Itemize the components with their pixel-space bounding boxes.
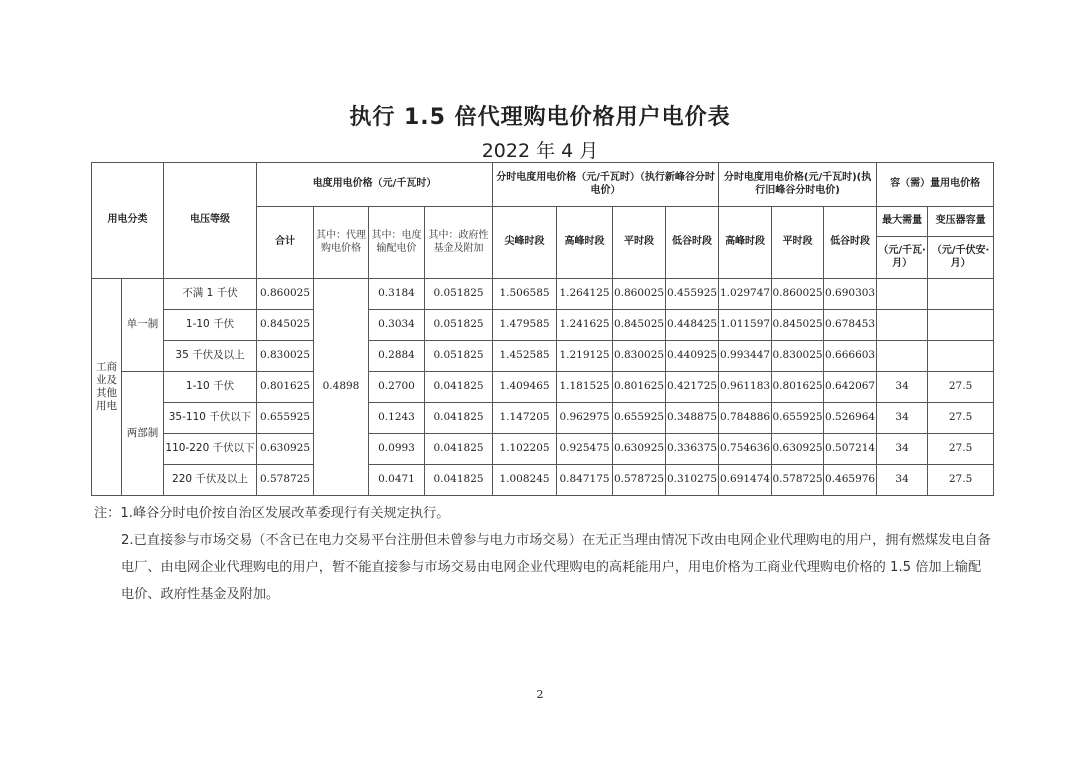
old-valley-cell: 0.465976 <box>824 465 877 496</box>
table-row <box>92 434 994 465</box>
transformer-cell: 27.5 <box>928 403 994 434</box>
note-2: 2.已直接参与市场交易（不含已在电力交易平台注册但未曾参与电力市场交易）在无正当理由情况下改由电网企业代理购电的用户，拥有燃煤发电自备电厂、由电网企业代理购电的用户，暂不能直接参与市场交易由电网企业代理购电的高耗能用户，用电价格为工商业代理购电价格的 1.5 倍加上输配电价、政府性基金及附加。 <box>121 533 991 602</box>
voltage-cell: 1-10 千伏 <box>164 372 257 403</box>
max-demand-cell: 34 <box>877 434 928 465</box>
flat-cell: 0.578725 <box>613 465 666 496</box>
fund-cell: 0.041825 <box>425 403 493 434</box>
total-cell: 0.801625 <box>257 372 314 403</box>
sharp-peak-cell: 1.008245 <box>493 465 557 496</box>
voltage-cell: 不满 1 千伏 <box>164 279 257 310</box>
total-cell: 0.630925 <box>257 434 314 465</box>
old-flat-cell: 0.801625 <box>772 372 824 403</box>
old-flat-cell: 0.830025 <box>772 341 824 372</box>
header-sharp-peak: 尖峰时段 <box>493 207 557 279</box>
transformer-cell: 27.5 <box>928 372 994 403</box>
header-transmission: 其中：电度输配电价 <box>369 207 425 279</box>
old-valley-cell: 0.690303 <box>824 279 877 310</box>
header-total: 合计 <box>257 207 314 279</box>
table-row <box>92 341 994 372</box>
old-peak-cell: 0.754636 <box>719 434 772 465</box>
peak-cell: 0.847175 <box>557 465 613 496</box>
notes-section <box>94 500 994 608</box>
old-flat-cell: 0.578725 <box>772 465 824 496</box>
voltage-cell: 1-10 千伏 <box>164 310 257 341</box>
table-row <box>92 279 994 310</box>
old-peak-cell: 1.029747 <box>719 279 772 310</box>
header-peak: 高峰时段 <box>557 207 613 279</box>
old-peak-cell: 0.961183 <box>719 372 772 403</box>
valley-cell: 0.310275 <box>666 465 719 496</box>
table-row <box>92 372 994 403</box>
table-row <box>92 403 994 434</box>
valley-cell: 0.421725 <box>666 372 719 403</box>
transmission-cell: 0.1243 <box>369 403 425 434</box>
header-energy-price-group: 电度用电价格（元/千瓦时） <box>257 163 493 207</box>
header-capacity-group: 容（需）量用电价格 <box>877 163 994 207</box>
two-part-system-label: 两部制 <box>122 372 164 496</box>
transmission-cell: 0.3184 <box>369 279 425 310</box>
old-peak-cell: 0.691474 <box>719 465 772 496</box>
fund-cell: 0.041825 <box>425 434 493 465</box>
transformer-cell: 27.5 <box>928 465 994 496</box>
valley-cell: 0.448425 <box>666 310 719 341</box>
header-max-demand-unit: （元/千瓦·月） <box>877 237 928 279</box>
max-demand-cell: 34 <box>877 372 928 403</box>
header-flat: 平时段 <box>613 207 666 279</box>
proxy-price-cell: 0.4898 <box>314 279 369 496</box>
total-cell: 0.860025 <box>257 279 314 310</box>
voltage-cell: 35 千伏及以上 <box>164 341 257 372</box>
max-demand-cell <box>877 279 928 310</box>
voltage-cell: 220 千伏及以上 <box>164 465 257 496</box>
max-demand-cell <box>877 310 928 341</box>
fund-cell: 0.051825 <box>425 341 493 372</box>
peak-cell: 1.241625 <box>557 310 613 341</box>
page-title: 执行 1.5 倍代理购电价格用户电价表 <box>349 105 731 130</box>
transmission-cell: 0.0993 <box>369 434 425 465</box>
old-flat-cell: 0.655925 <box>772 403 824 434</box>
sharp-peak-cell: 1.147205 <box>493 403 557 434</box>
flat-cell: 0.655925 <box>613 403 666 434</box>
valley-cell: 0.440925 <box>666 341 719 372</box>
header-voltage: 电压等级 <box>164 163 257 279</box>
table-row <box>92 310 994 341</box>
flat-cell: 0.830025 <box>613 341 666 372</box>
flat-cell: 0.860025 <box>613 279 666 310</box>
table-row <box>92 465 994 496</box>
header-category: 用电分类 <box>92 163 164 279</box>
transmission-cell: 0.2884 <box>369 341 425 372</box>
transformer-cell <box>928 310 994 341</box>
old-flat-cell: 0.845025 <box>772 310 824 341</box>
transformer-cell <box>928 279 994 310</box>
sharp-peak-cell: 1.409465 <box>493 372 557 403</box>
max-demand-cell: 34 <box>877 403 928 434</box>
transformer-cell <box>928 341 994 372</box>
old-flat-cell: 0.860025 <box>772 279 824 310</box>
max-demand-cell: 34 <box>877 465 928 496</box>
transformer-cell: 27.5 <box>928 434 994 465</box>
header-transformer-unit: （元/千伏安·月） <box>928 237 994 279</box>
voltage-cell: 35-110 千伏以下 <box>164 403 257 434</box>
old-peak-cell: 0.784886 <box>719 403 772 434</box>
old-flat-cell: 0.630925 <box>772 434 824 465</box>
fund-cell: 0.051825 <box>425 310 493 341</box>
transmission-cell: 0.3034 <box>369 310 425 341</box>
flat-cell: 0.845025 <box>613 310 666 341</box>
header-valley: 低谷时段 <box>666 207 719 279</box>
old-valley-cell: 0.526964 <box>824 403 877 434</box>
total-cell: 0.655925 <box>257 403 314 434</box>
flat-cell: 0.630925 <box>613 434 666 465</box>
header-transformer: 变压器容量 <box>928 207 994 237</box>
valley-cell: 0.455925 <box>666 279 719 310</box>
old-peak-cell: 0.993447 <box>719 341 772 372</box>
peak-cell: 1.264125 <box>557 279 613 310</box>
peak-cell: 0.962975 <box>557 403 613 434</box>
valley-cell: 0.336375 <box>666 434 719 465</box>
header-gov-fund: 其中：政府性基金及附加 <box>425 207 493 279</box>
transmission-cell: 0.2700 <box>369 372 425 403</box>
sharp-peak-cell: 1.452585 <box>493 341 557 372</box>
tariff-table <box>91 162 994 496</box>
sharp-peak-cell: 1.479585 <box>493 310 557 341</box>
transmission-cell: 0.0471 <box>369 465 425 496</box>
old-valley-cell: 0.642067 <box>824 372 877 403</box>
sharp-peak-cell: 1.506585 <box>493 279 557 310</box>
max-demand-cell <box>877 341 928 372</box>
header-tou-old-group: 分时电度用电价格(元/千瓦时)(执行旧峰谷分时电价) <box>719 163 877 207</box>
header-tou-new-group: 分时电度用电价格（元/千瓦时）（执行新峰谷分时电价） <box>493 163 719 207</box>
valley-cell: 0.348875 <box>666 403 719 434</box>
total-cell: 0.578725 <box>257 465 314 496</box>
voltage-cell: 110-220 千伏以下 <box>164 434 257 465</box>
old-valley-cell: 0.666603 <box>824 341 877 372</box>
header-old-flat: 平时段 <box>772 207 824 279</box>
flat-cell: 0.801625 <box>613 372 666 403</box>
sharp-peak-cell: 1.102205 <box>493 434 557 465</box>
fund-cell: 0.051825 <box>425 279 493 310</box>
header-proxy-price: 其中：代理购电价格 <box>314 207 369 279</box>
peak-cell: 1.181525 <box>557 372 613 403</box>
old-valley-cell: 0.507214 <box>824 434 877 465</box>
peak-cell: 0.925475 <box>557 434 613 465</box>
header-max-demand: 最大需量 <box>877 207 928 237</box>
header-old-peak: 高峰时段 <box>719 207 772 279</box>
total-cell: 0.830025 <box>257 341 314 372</box>
single-system-label: 单一制 <box>122 279 164 372</box>
fund-cell: 0.041825 <box>425 465 493 496</box>
total-cell: 0.845025 <box>257 310 314 341</box>
page-subtitle: 2022 年 4 月 <box>481 140 599 162</box>
header-old-valley: 低谷时段 <box>824 207 877 279</box>
old-peak-cell: 1.011597 <box>719 310 772 341</box>
fund-cell: 0.041825 <box>425 372 493 403</box>
note-1: 注：1.峰谷分时电价按自治区发展改革委现行有关规定执行。 <box>94 506 450 521</box>
peak-cell: 1.219125 <box>557 341 613 372</box>
page-number: 2 <box>536 688 544 701</box>
category-label: 工商业及其他用电 <box>92 279 122 496</box>
old-valley-cell: 0.678453 <box>824 310 877 341</box>
